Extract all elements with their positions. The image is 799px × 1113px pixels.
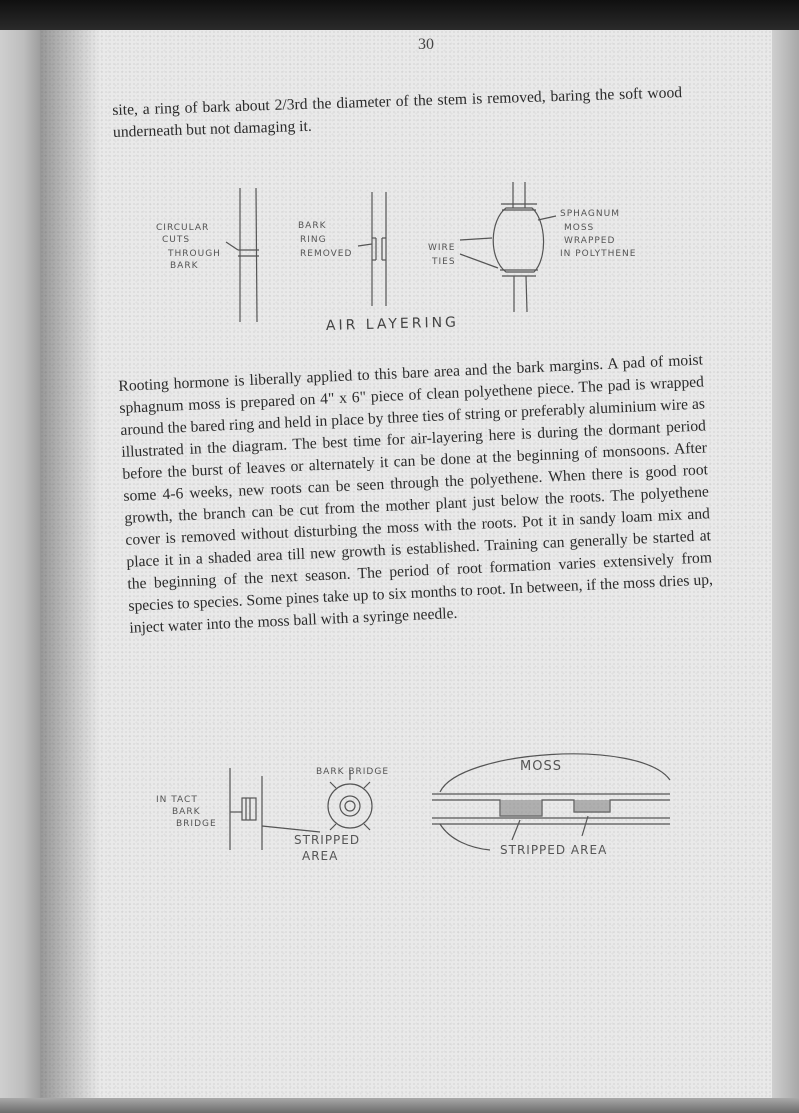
label-circular-cuts-2: CUTS [162, 235, 191, 245]
label-bark-ring-1: BARK [298, 221, 327, 231]
page-number: 30 [418, 36, 434, 53]
label-intact-bridge-3: BRIDGE [176, 819, 217, 829]
label-moss: MOSS [520, 759, 562, 774]
air-layering-figure [140, 180, 680, 340]
label-stripped-area: STRIPPED AREA [500, 843, 608, 857]
page-right-edge [772, 0, 799, 1113]
label-bark-ring-3: REMOVED [300, 249, 353, 259]
label-moss-3: WRAPPED [564, 236, 616, 246]
label-moss-2: MOSS [564, 223, 595, 233]
scan-top-border [0, 0, 799, 30]
label-circular-cuts-1: CIRCULAR [156, 223, 210, 233]
label-circular-cuts-4: BARK [170, 261, 199, 271]
label-wire-ties-1: WIRE [428, 243, 456, 253]
label-stripped-2: AREA [302, 849, 339, 863]
bark-bridge-figure [150, 740, 670, 880]
paragraph-main: Rooting hormone is liberally applied to this bare area and the bark margins. A pad of moist sphagnum moss is prepared on 4" x 6" piece of clean polyethene piece. The pad is wrapped around the bared ring and held in place by three ties of string or preferably aluminium wire as illustrated in the diagram. The best time for air-layering here is during the dormant period before the burst of leaves or alternately it can be done at the beginning of monsoons. After some 4-6 weeks, new roots can be seen through the polyethene. When there is good root growth, the branch can be cut from the mother plant just below the roots. The polyethene cover is removed without disturbing the moss with the roots. Pot it in sandy loam mix and place it in a shaded area till new growth is established. Training can generally be started at the beginning of the next season. The period of root formation varies extensively from species to species. Some pines take up to six months to root. In between, if the moss dries up, inject water into the moss ball with a syringe needle. [118, 351, 714, 637]
label-wire-ties-2: TIES [432, 257, 456, 267]
label-stripped-1: STRIPPED [294, 833, 361, 847]
label-circular-cuts-3: THROUGH [168, 249, 221, 259]
label-moss-1: SPHAGNUM [560, 209, 620, 219]
figure-title-air-layering: AIR LAYERING [325, 314, 460, 334]
label-intact-bridge-1: IN TACT [156, 795, 198, 805]
scan-bottom-border [0, 1098, 799, 1113]
label-bark-bridge: BARK BRIDGE [316, 767, 390, 777]
label-bark-ring-2: RING [300, 235, 327, 245]
page-left-edge [0, 0, 40, 1113]
label-moss-4: IN POLYTHENE [560, 249, 637, 259]
label-intact-bridge-2: BARK [172, 807, 201, 817]
page-gutter-shadow [40, 30, 100, 1113]
paragraph-intro: site, a ring of bark about 2/3rd the diameter of the stem is removed, baring the soft wood underneath but not damaging it. [112, 84, 683, 141]
